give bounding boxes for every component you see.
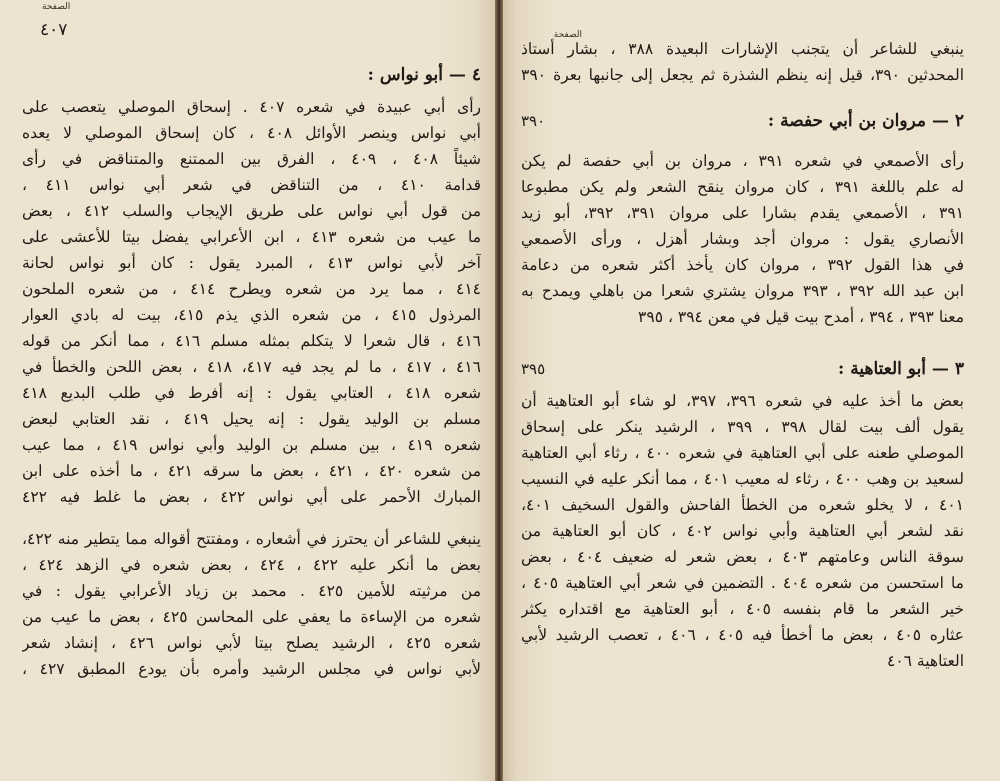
- paragraph-gap: [521, 140, 964, 148]
- text-line: المبارك الأحمر على أبي نواس ٤٢٢ ، بعض ما غلط فيه ٤٢٢: [22, 488, 481, 506]
- text-line: بعض ما أخذ عليه في شعره ٣٩٦، ٣٩٧، لو شاء أبو العتاهية أن: [521, 392, 964, 410]
- text-line: ما عيب من شعره ٤١٣ ، ابن الأعرابي يفضل بيتا للأعشى على: [22, 228, 481, 246]
- text-line: ٣٩١ ، الأصمعي يقدم بشارا على مروان ٣٩١، ٣٩٢، أبو زيد: [521, 204, 964, 222]
- left-page-text: [22, 62, 481, 682]
- section-heading-text: ٢ — مروان بن أبي حفصة :: [767, 111, 964, 131]
- text-line: ٤١٤ ، مما يرد من شعره ويطرح ٤١٤ ، من شعره الملحون: [22, 280, 481, 298]
- right-page: [497, 0, 1000, 781]
- section-page-ref: ٣٩٠: [521, 112, 546, 130]
- corner-label: الصفحة: [42, 2, 71, 12]
- text-line: لأبي نواس في مجلس الرشيد وأمره بأن يودع المطبق ٤٢٧ ،: [22, 660, 481, 678]
- text-line: شعره ٤٢٥ ، الرشيد يصلح بيتا لأبي نواس ٤٢٦ ، إنشاد شعر: [22, 634, 481, 652]
- text-line: لسعيد بن وهب ٤٠٠ ، رثاء له معيب ٤٠١ ، مما أنكر عليه في النسيب: [521, 470, 964, 488]
- left-paragraph-2: [22, 526, 481, 682]
- section-2-paragraph: [521, 148, 964, 330]
- text-line: سوقة الناس وعامتهم ٤٠٣ ، بعض شعر له ضعيف ٤٠٤ ، بعض: [521, 548, 964, 566]
- right-page-text: [521, 36, 964, 674]
- text-line: العتاهية ٤٠٦: [887, 652, 964, 670]
- section-heading-text: ٣ — أبو العتاهية :: [838, 359, 964, 379]
- text-line: في هذا القول ٣٩٢ ، مروان كان يأخذ أكثر شعره من دعامة: [521, 256, 964, 274]
- text-line: ٤١٦ ، ٤١٧ ، ما لم يجد فيه ٤١٧، ٤١٨ ، بعض اللحن والخطأ في: [22, 358, 481, 376]
- left-paragraph-1: [22, 94, 481, 510]
- text-line: أبي نواس وينصر الأوائل ٤٠٨ ، كان إسحاق الموصلي لا يعده: [22, 124, 481, 142]
- section-page-ref: ٣٩٥: [521, 360, 546, 378]
- section-heading-marwan: [521, 108, 964, 140]
- text-line: قدامة ٤١٠ ، من التناقض في شعر أبي نواس ٤١١ ،: [22, 176, 481, 194]
- right-intro-paragraph: [521, 36, 964, 88]
- paragraph-gap: [521, 330, 964, 356]
- text-line: الأنصاري يقول : مروان أجد وبشار أهزل ، ورأى الأصمعي: [521, 230, 964, 248]
- text-line: شعره ٤١٨ ، العتابي يقول : إنه أفرط في طلب البديع ٤١٨: [22, 384, 481, 402]
- text-line: ٤٠١ ، لا يخلو شعره من الخطأ الفاحش والقول السخيف ٤٠١،: [521, 496, 964, 514]
- text-line: مسلم بن الوليد يقول : إنه يحيل ٤١٩ ، نقد العتابي لبعض: [22, 410, 481, 428]
- text-line: الموصلي طعنه على أبي العتاهية في شعره ٤٠٠ ، رثاء أبي العتاهية: [521, 444, 964, 462]
- text-line: رأى الأصمعي في شعره ٣٩١ ، مروان بن أبي حفصة لم يكن: [521, 152, 964, 170]
- book-gutter: [495, 0, 503, 781]
- text-line: بعض ما أنكر عليه ٤٢٢ ، ٤٢٤ ، بعض شعره في الزهد ٤٢٤ ،: [22, 556, 481, 574]
- text-line: ابن عبد الله ٣٩٢ ، ٣٩٣ مروان يشتري شعرا من باهلي ويمدح به: [521, 282, 964, 300]
- text-line: نقد لشعر أبي العتاهية وأبي نواس ٤٠٢ ، كان أبو العتاهية من: [521, 522, 964, 540]
- text-line: المرذول ٤١٥ ، من شعره الذي يذم ٤١٥، بيت له بادي العوار: [22, 306, 481, 324]
- left-page: [0, 0, 497, 781]
- text-line: آخر لأبي نواس ٤١٣ ، المبرد يقول : كان أبو نواس لحانة: [22, 254, 481, 272]
- text-line: من قول أبي نواس على طريق الإيجاب والسلب ٤١٢ ، بعض: [22, 202, 481, 220]
- text-line: عثاره ٤٠٥ ، بعض ما أخطأ فيه ٤٠٥ ، ٤٠٦ ، تعصب الرشيد لأبي: [521, 626, 964, 644]
- text-line: شعره ٤١٩ ، بين مسلم بن الوليد وأبي نواس ٤١٩ ، مما عيب: [22, 436, 481, 454]
- text-line: يقول ألف بيت لقال ٣٩٨ ، ٣٩٩ ، الرشيد ينكر على إسحاق: [521, 418, 964, 436]
- text-line: شيئاً ٤٠٨ ، ٤٠٩ ، الفرق بين الممتنع والمتناقض في رأى: [22, 150, 481, 168]
- text-line: ينبغي للشاعر أن يتجنب الإشارات البعيدة ٣٨٨ ، بشار أستاذ: [521, 40, 964, 58]
- paragraph-gap: [22, 510, 481, 526]
- text-line: له علم باللغة ٣٩١ ، كان مروان ينقح الشعر ولم يكن مطبوعا: [521, 178, 964, 196]
- text-line: من شعره ٤٢٠ ، ٤٢١ ، بعض ما سرقه ٤٢١ ، ما أخذه على ابن: [22, 462, 481, 480]
- page-number: ٤٠٧: [40, 20, 68, 40]
- text-line: ما استحسن من شعره ٤٠٤ . التضمين في شعر أبي العتاهية ٤٠٥ ،: [521, 574, 964, 592]
- text-line: رأى أبي عبيدة في شعره ٤٠٧ . إسحاق الموصلي يتعصب على: [22, 98, 481, 116]
- text-line: ٤١٦ ، قال شعرا لا يتكلم بمثله مسلم ٤١٦ ، مما أنكر من قوله: [22, 332, 481, 350]
- text-line: شعره من الإساءة ما يعفي على المحاسن ٤٢٥ ، بعض ما عيب من: [22, 608, 481, 626]
- text-line: المحدثين ٣٩٠، قيل إنه ينظم الشذرة ثم يجعل إلى جانبها بعرة ٣٩٠: [521, 66, 964, 84]
- corner-label: الصفحة: [553, 30, 582, 40]
- text-line: من مرثيته للأمين ٤٢٥ . محمد بن زياد الأعرابي يقول : في: [22, 582, 481, 600]
- section-heading-abu-nuwas: ٤ — أبو نواس :: [367, 65, 481, 85]
- text-line: خير الشعر ما قام بنفسه ٤٠٥ ، أبو العتاهية مع اقتداره يكثر: [521, 600, 964, 618]
- section-heading-abu-al-atahiya: [521, 356, 964, 388]
- section-3-paragraph: [521, 388, 964, 674]
- paragraph-gap: [521, 88, 964, 108]
- text-line: معنا ٣٩٣ ، ٣٩٤ ، أمدح بيت قيل في معن ٣٩٤ ، ٣٩٥: [638, 308, 964, 326]
- text-line: ينبغي للشاعر أن يحترز في أشعاره ، ومفتتح أقواله مما يتطير منه ٤٢٢،: [22, 530, 481, 548]
